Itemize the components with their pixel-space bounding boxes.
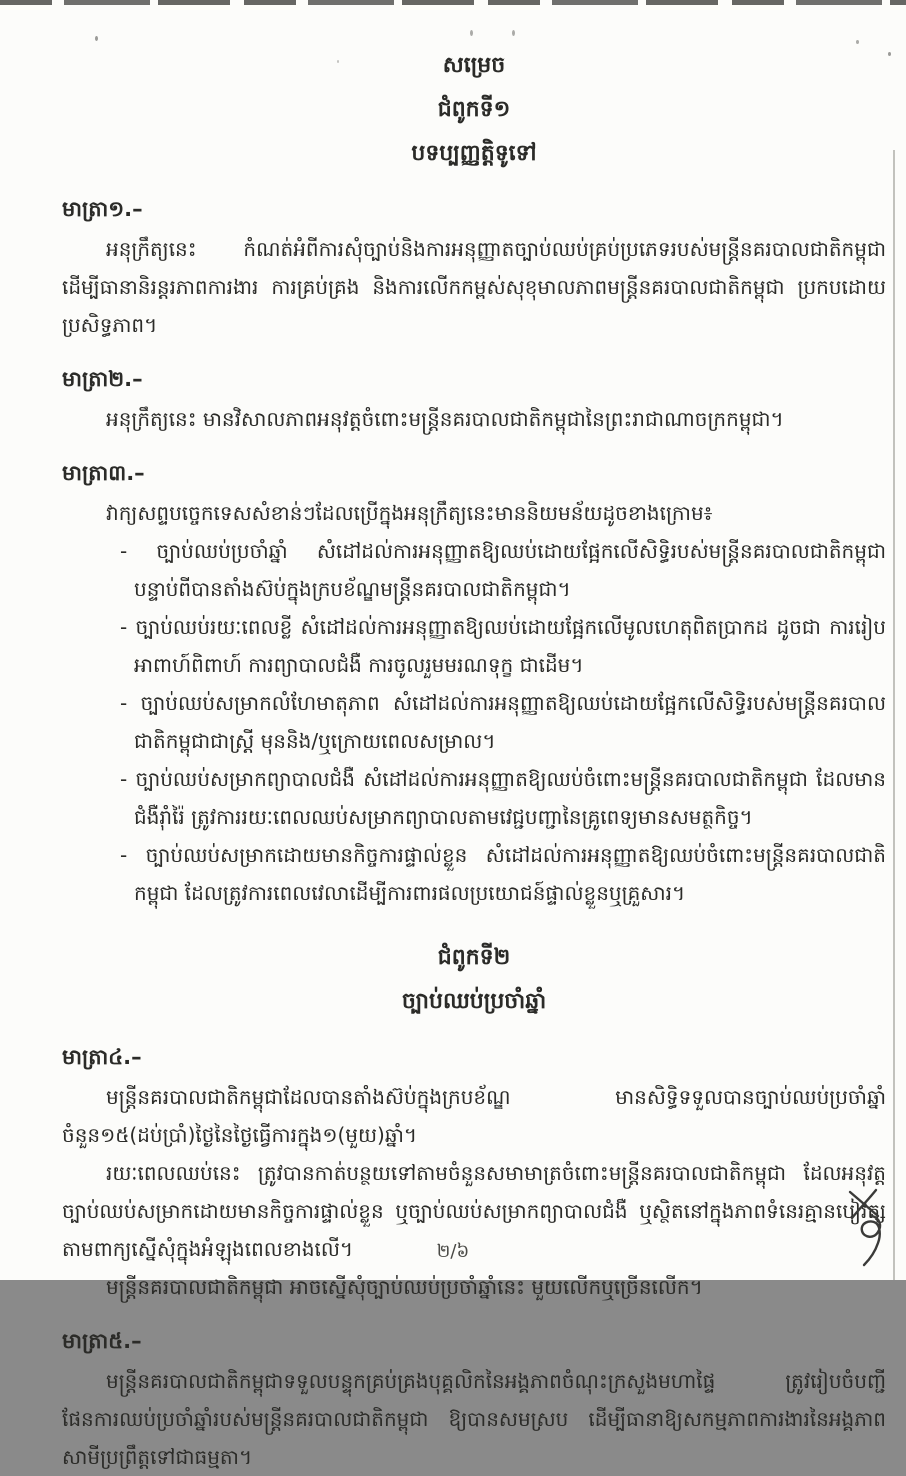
definitions-list xyxy=(62,532,886,912)
chapter1-number: ជំពូកទី១ xyxy=(437,97,511,122)
scan-speck xyxy=(888,52,891,56)
chapter2-block xyxy=(62,938,886,1022)
page-number: ២/៦ xyxy=(436,1241,470,1262)
chapter2-number: ជំពូកទី២ xyxy=(437,945,511,970)
article2-heading: មាត្រា២.– xyxy=(62,367,143,391)
article4-paragraph-2: រយៈពេលឈប់នេះ ត្រូវបានកាត់បន្ថយទៅតាមចំនួនសមាមាត្រចំពោះមន្ត្រីនគរបាលជាតិកម្ពុជា ដែលអនុវត្តច្បាប់ឈប់សម្រាកដោយមានកិច្ចការផ្ទាល់ខ្លួន ឬច្បាប់ឈប់សម្រាកព្យាបាលជំងឺ ឬស្ថិតនៅក្នុងភាពទំនេរគ្មានបៀវត្សតាមពាក្យស្នើសុំក្នុងអំឡុងពេលខាងលើ។ xyxy=(62,1161,886,1261)
article1-body: អនុក្រឹត្យនេះ កំណត់អំពីការសុំច្បាប់និងការអនុញ្ញាតច្បាប់ឈប់គ្រប់ប្រភេទរបស់មន្ត្រីនគរបាលជាតិកម្ពុជា ដើម្បីធានានិរន្តរភាពការងារ ការគ្រប់គ្រង និងការលើកកម្ពស់សុខុមាលភាពមន្ត្រីនគរបាលជាតិកម្ពុជា ប្រកបដោយប្រសិទ្ធភាព។ xyxy=(62,237,886,337)
scan-speck xyxy=(95,36,98,41)
article4-paragraph-3: មន្ត្រីនគរបាលជាតិកម្ពុជា អាចស្នើសុំច្បាប់ឈប់ប្រចាំឆ្នាំនេះ មួយលើកឬច្រើនលើក។ xyxy=(106,1275,703,1299)
chapter1-title: បទប្បញ្ញត្តិទូទៅ xyxy=(411,141,537,166)
scan-speck xyxy=(470,30,473,36)
definition-item-sick-leave: - ច្បាប់ឈប់សម្រាកព្យាបាលជំងឺ សំដៅដល់ការអនុញ្ញាតឱ្យឈប់ចំពោះមន្ត្រីនគរបាលជាតិកម្ពុជា ដែលមានជំងឺរ៉ាំរ៉ៃ ត្រូវការរយៈពេលឈប់សម្រាកព្យាបាលតាមវេជ្ជបញ្ជានៃគ្រូពេទ្យមានសមត្ថកិច្ច។ xyxy=(120,767,886,829)
article4-paragraph-1: មន្ត្រីនគរបាលជាតិកម្ពុជាដែលបានតាំងស៊ប់ក្នុងក្របខ័ណ្ឌ មានសិទ្ធិទទួលបានច្បាប់ឈប់ប្រចាំឆ្នាំ ចំនួន១៥(ដប់ប្រាំ)ថ្ងៃនៃថ្ងៃធ្វើការក្នុង១(មួយ)ឆ្នាំ។ xyxy=(62,1085,886,1147)
definition-item-annual-leave: - ច្បាប់ឈប់ប្រចាំឆ្នាំ សំដៅដល់ការអនុញ្ញាតឱ្យឈប់ដោយផ្អែកលើសិទ្ធិរបស់មន្ត្រីនគរបាលជាតិកម្ពុជា បន្ទាប់ពីបានតាំងស៊ប់ក្នុងក្របខ័ណ្ឌមន្ត្រីនគរបាលជាតិកម្ពុជា។ xyxy=(120,539,886,601)
definition-item-maternity-leave: - ច្បាប់ឈប់សម្រាកលំហែមាតុភាព សំដៅដល់ការអនុញ្ញាតឱ្យឈប់ដោយផ្អែកលើសិទ្ធិរបស់មន្ត្រីនគរបាលជាតិកម្ពុជាជាស្ត្រី មុននិង/ឬក្រោយពេលសម្រាល។ xyxy=(120,691,886,753)
article3-intro: វាក្យសព្ទបច្ចេកទេសសំខាន់ៗដែលប្រើក្នុងអនុក្រឹត្យនេះមាននិយមន័យដូចខាងក្រោម៖ xyxy=(106,501,713,525)
decision-word: សម្រេច xyxy=(442,53,506,78)
article4-heading: មាត្រា៤.– xyxy=(62,1045,142,1069)
article3-heading: មាត្រា៣.– xyxy=(62,461,145,485)
article1-heading: មាត្រា១.– xyxy=(62,197,143,221)
article2-body: អនុក្រឹត្យនេះ មានវិសាលភាពអនុវត្តចំពោះមន្ត្រីនគរបាលជាតិកម្ពុជានៃព្រះរាជាណាចក្រកម្ពុជា។ xyxy=(106,407,784,431)
article5-heading: មាត្រា៥.– xyxy=(62,1329,142,1353)
page-edge-scan-line xyxy=(893,150,895,1280)
handwritten-initial-mark xyxy=(838,1164,890,1272)
scan-speck xyxy=(512,30,515,36)
chapter2-title: ច្បាប់ឈប់ប្រចាំឆ្នាំ xyxy=(401,989,547,1014)
scan-artifact-top-line xyxy=(0,0,906,5)
article5-paragraph-1: មន្ត្រីនគរបាលជាតិកម្ពុជាទទួលបន្ទុកគ្រប់គ្រងបុគ្គលិកនៃអង្គភាពចំណុះក្រសួងមហាផ្ទៃ ត្រូវរៀបចំបញ្ជីផែនការឈប់ប្រចាំឆ្នាំរបស់មន្ត្រីនគរបាលជាតិកម្ពុជា ឱ្យបានសមស្រប ដើម្បីធានាឱ្យសកម្មភាពការងារនៃអង្គភាពសាមីប្រព្រឹត្តទៅជាធម្មតា។ xyxy=(62,1369,886,1469)
definition-item-personal-leave: - ច្បាប់ឈប់សម្រាកដោយមានកិច្ចការផ្ទាល់ខ្លួន សំដៅដល់ការអនុញ្ញាតឱ្យឈប់ចំពោះមន្ត្រីនគរបាលជាតិកម្ពុជា ដែលត្រូវការពេលវេលាដើម្បីការពារផលប្រយោជន៍ផ្ទាល់ខ្លួនឬគ្រួសារ។ xyxy=(120,843,886,905)
scan-speck xyxy=(856,40,859,44)
definition-item-short-leave: - ច្បាប់ឈប់រយៈពេលខ្លី សំដៅដល់ការអនុញ្ញាតឱ្យឈប់ដោយផ្អែកលើមូលហេតុពិតប្រាកដ ដូចជា ការរៀបអាពាហ៍ពិពាហ៍ ការព្យាបាលជំងឺ ការចូលរួមមរណទុក្ខ ជាដើម។ xyxy=(120,615,886,677)
